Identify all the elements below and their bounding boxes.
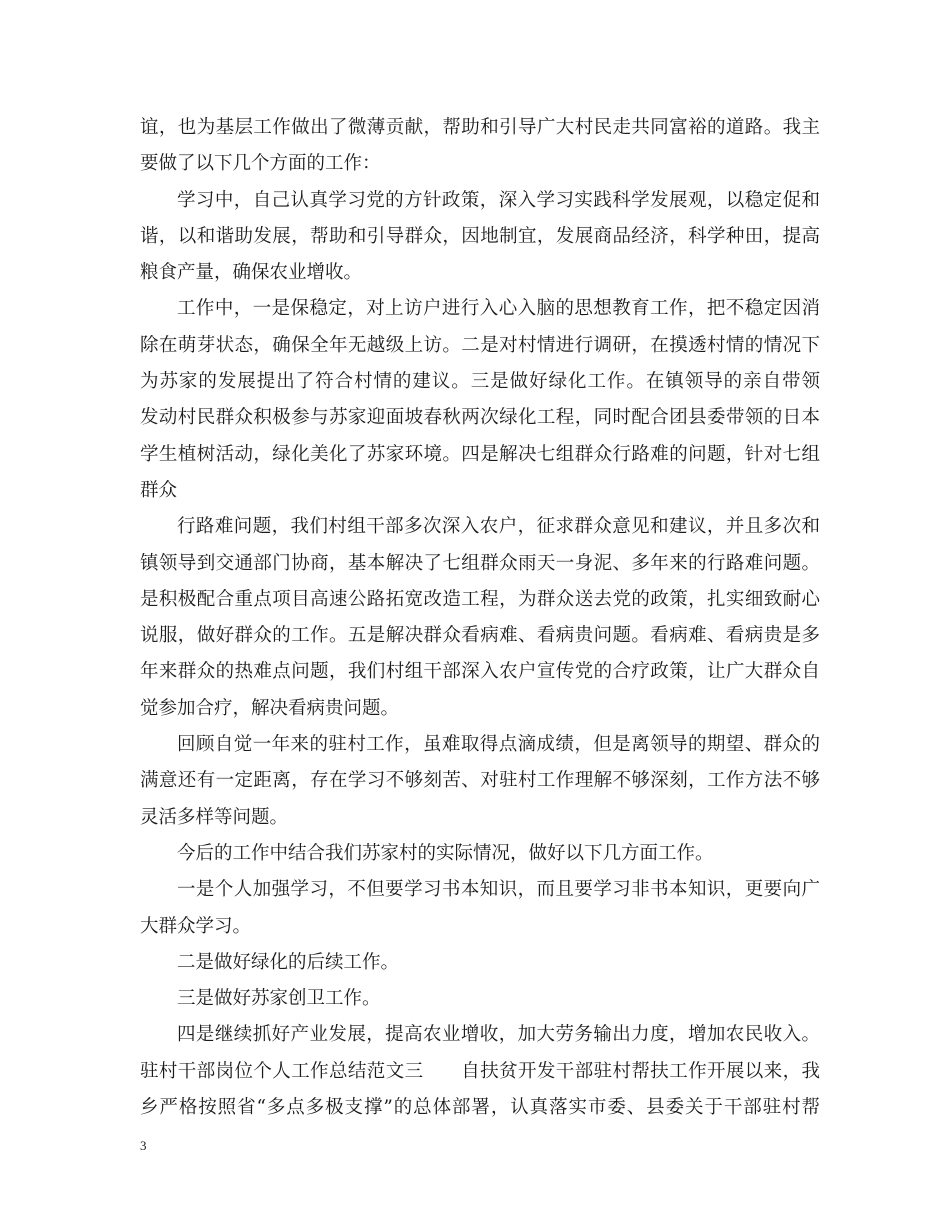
page-number: 3 [140,1138,147,1153]
text-line: 四是继续抓好产业发展，提高农业增收，加大劳务输出力度，增加农民收入。 [177,1024,820,1046]
text-line: 是积极配合重点项目高速公路拓宽改造工程，为群众送去党的政策，扎实细致耐心 [140,588,820,610]
text-line: 年来群众的热难点问题，我们村组干部深入农户宣传党的合疗政策，让广大群众自 [140,661,820,683]
document-body-text [140,110,820,1126]
text-line: 谐，以和谐助发展，帮助和引导群众，因地制宜，发展商品经济，科学种田，提高 [140,225,820,247]
text-line: 学习中，自己认真学习党的方针政策，深入学习实践科学发展观，以稳定促和 [177,189,820,211]
text-line: 大群众学习。 [140,915,252,937]
text-line: 今后的工作中结合我们苏家村的实际情况，做好以下几方面工作。 [177,842,714,864]
text-line: 说服，做好群众的工作。五是解决群众看病难、看病贵问题。看病难、看病贵是多 [140,625,820,647]
text-line: 行路难问题，我们村组干部多次深入农户，征求群众意见和建议，并且多次和 [177,516,820,538]
text-line: 除在萌芽状态，确保全年无越级上访。二是对村情进行调研，在摸透村情的情况下 [140,334,820,356]
text-line: 驻村干部岗位个人工作总结范文三 自扶贫开发干部驻村帮扶工作开展以来，我 [140,1060,820,1082]
text-line: 灵活多样等问题。 [140,806,289,828]
text-line: 觉参加合疗，解决看病贵问题。 [140,697,400,719]
text-line: 为苏家的发展提出了符合村情的建议。三是做好绿化工作。在镇领导的亲自带领 [140,371,820,393]
text-line: 满意还有一定距离，存在学习不够刻苦、对驻村工作理解不够深刻，工作方法不够 [140,770,820,792]
text-line: 一是个人加强学习，不但要学习书本知识，而且要学习非书本知识，更要向广 [177,879,820,901]
text-line: 三是做好苏家创卫工作。 [177,988,381,1010]
text-line: 要做了以下几个方面的工作： [140,153,381,175]
text-line: 工作中，一是保稳定，对上访户进行入心入脑的思想教育工作，把不稳定因消 [177,298,820,320]
text-line: 镇领导到交通部门协商，基本解决了七组群众雨天一身泥、多年来的行路难问题。 [140,552,820,574]
text-line: 粮食产量，确保农业增收。 [140,262,363,284]
text-line: 谊，也为基层工作做出了微薄贡献，帮助和引导广大村民走共同富裕的道路。我主 [140,117,820,138]
text-line: 回顾自觉一年来的驻村工作，虽难取得点滴成绩，但是离领导的期望、群众的 [177,734,820,756]
text-line: 二是做好绿化的后续工作。 [177,951,400,973]
text-line: 发动村民群众积极参与苏家迎面坡春秋两次绿化工程，同时配合团县委带领的日本 [140,407,820,429]
text-line: 乡严格按照省“多点多极支撑”的总体部署，认真落实市委、县委关于干部驻村帮 [140,1097,820,1119]
text-line: 群众 [140,479,178,501]
text-line: 学生植树活动，绿化美化了苏家环境。四是解决七组群众行路难的问题，针对七组 [140,443,820,465]
